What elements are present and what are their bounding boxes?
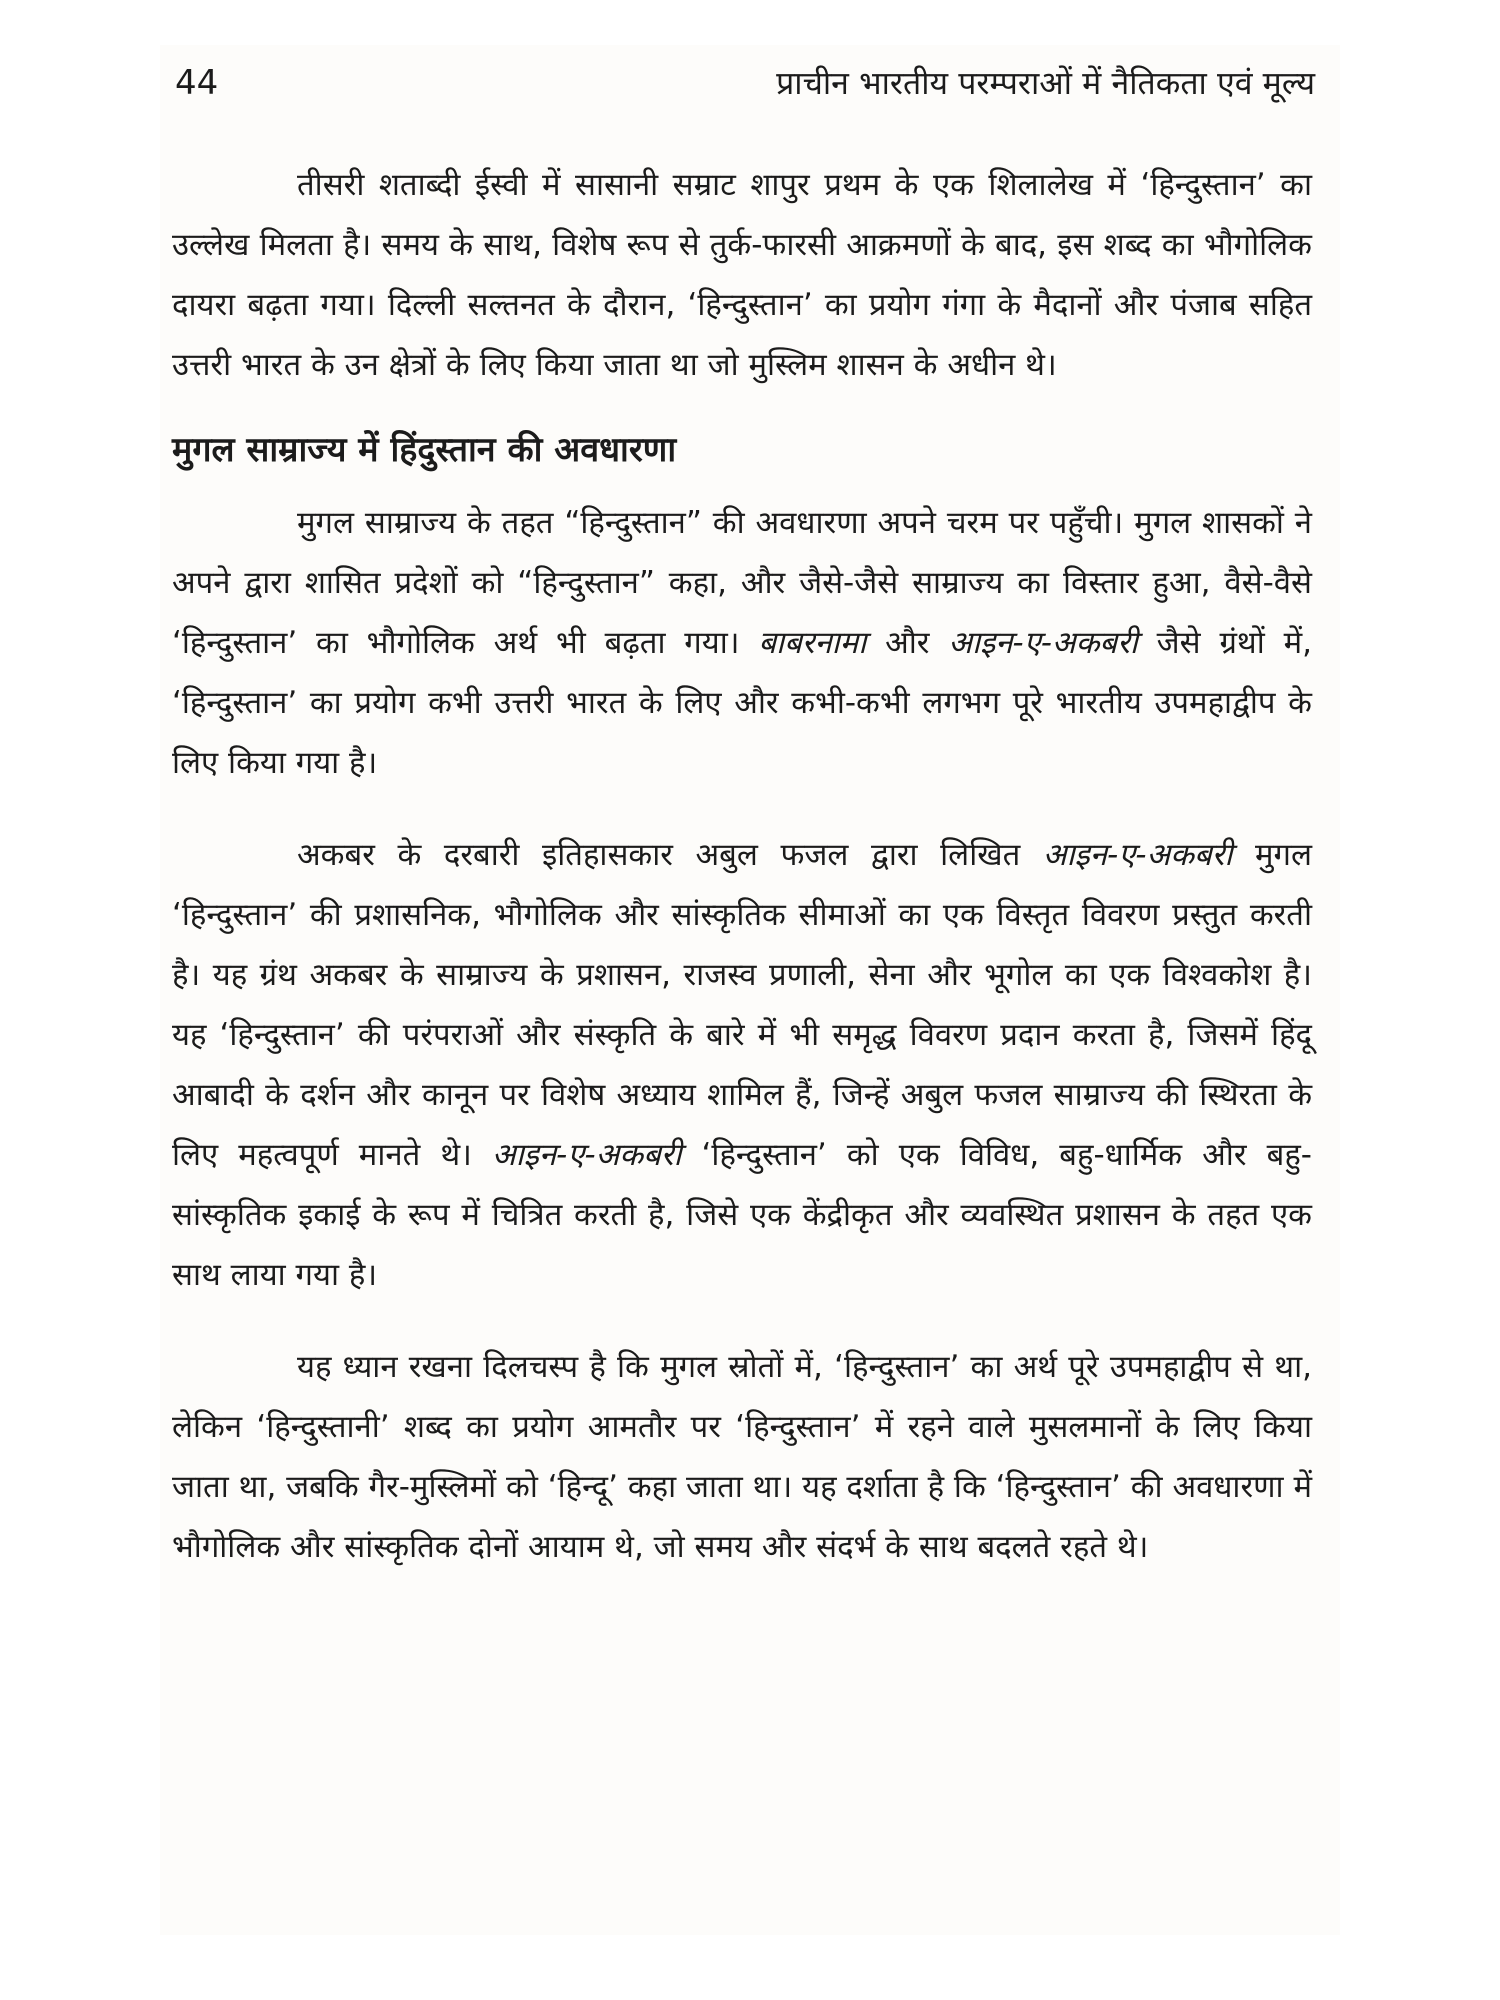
page-number: 44 — [175, 63, 219, 103]
running-title: प्राचीन भारतीय परम्पराओं में नैतिकता एवं मूल्य — [776, 64, 1315, 102]
paragraph-2 — [172, 493, 1312, 793]
paragraph-3 — [172, 825, 1312, 1305]
book-title-ain-i-akbari: आइन-ए-अकबरी — [491, 1137, 682, 1173]
paragraph-3-text-3: ‘हिन्दुस्तान’ को एक विविध, बहु-धार्मिक और बहु-सांस्कृतिक इकाई के रूप में चित्रित करती है, जिसे एक केंद्रीकृत और व्यवस्थित प्रशासन के तहत एक साथ लाया गया है। — [172, 1137, 1312, 1293]
paragraph-3-text-1: अकबर के दरबारी इतिहासकार अबुल फजल द्वारा लिखित — [297, 837, 1043, 873]
paragraph-2-text-1: मुगल साम्राज्य के तहत “हिन्दुस्तान” की अवधारणा अपने चरम पर पहुँची। मुगल शासकों ने अपने द्वारा शासित प्रदेशों को “हिन्दुस्तान” कहा, और जैसे-जैसे साम्राज्य का विस्तार हुआ, वैसे-वैसे ‘हिन्दुस्तान’ का भौगोलिक अर्थ भी बढ़ता गया। — [172, 505, 1312, 661]
paragraph-4: यह ध्यान रखना दिलचस्प है कि मुगल स्रोतों में, ‘हिन्दुस्तान’ का अर्थ पूरे उपमहाद्वीप से था, लेकिन ‘हिन्दुस्तानी’ शब्द का प्रयोग आमतौर पर ‘हिन्दुस्तान’ में रहने वाले मुसलमानों के लिए किया जाता था, जबकि गैर-मुस्लिमों को ‘हिन्दू’ कहा जाता था। यह दर्शाता है कि ‘हिन्दुस्तान’ की अवधारणा में भौगोलिक और सांस्कृतिक दोनों आयाम थे, जो समय और संदर्भ के साथ बदलते रहते थे। — [172, 1349, 1312, 1565]
book-title-ain-i-akbari: आइन-ए-अकबरी — [948, 625, 1138, 661]
paragraph-3-text-2: मुगल ‘हिन्दुस्तान’ की प्रशासनिक, भौगोलिक और सांस्कृतिक सीमाओं का एक विस्तृत विवरण प्रस्तुत करती है। यह ग्रंथ अकबर के साम्राज्य के प्रशासन, राजस्व प्रणाली, सेना और भूगोल का एक विश्वकोश है। यह ‘हिन्दुस्तान’ की परंपराओं और संस्कृति के बारे में भी समृद्ध विवरण प्रदान करता है, जिसमें हिंदू आबादी के दर्शन और कानून पर विशेष अध्याय शामिल हैं, जिन्हें अबुल फजल साम्राज्य की स्थिरता के लिए महत्वपूर्ण मानते थे। — [172, 837, 1312, 1173]
section-heading: मुगल साम्राज्य में हिंदुस्तान की अवधारणा — [172, 430, 677, 470]
paragraph-1: तीसरी शताब्दी ईस्वी में सासानी सम्राट शापुर प्रथम के एक शिलालेख में ‘हिन्दुस्तान’ का उल्लेख मिलता है। समय के साथ, विशेष रूप से तुर्क-फारसी आक्रमणों के बाद, इस शब्द का भौगोलिक दायरा बढ़ता गया। दिल्ली सल्तनत के दौरान, ‘हिन्दुस्तान’ का प्रयोग गंगा के मैदानों और पंजाब सहित उत्तरी भारत के उन क्षेत्रों के लिए किया जाता था जो मुस्लिम शासन के अधीन थे। — [172, 167, 1312, 383]
book-title-baburnama: बाबरनामा — [758, 625, 867, 661]
paragraph-2-text-3: जैसे ग्रंथों में, ‘हिन्दुस्तान’ का प्रयोग कभी उत्तरी भारत के लिए और कभी-कभी लगभग पूरे भारतीय उपमहाद्वीप के लिए किया गया है। — [172, 625, 1312, 781]
book-title-ain-i-akbari: आइन-ए-अकबरी — [1042, 837, 1233, 873]
paragraph-2-text-2: और — [866, 625, 949, 661]
page-body — [172, 155, 1312, 1577]
page-header — [175, 58, 1315, 118]
